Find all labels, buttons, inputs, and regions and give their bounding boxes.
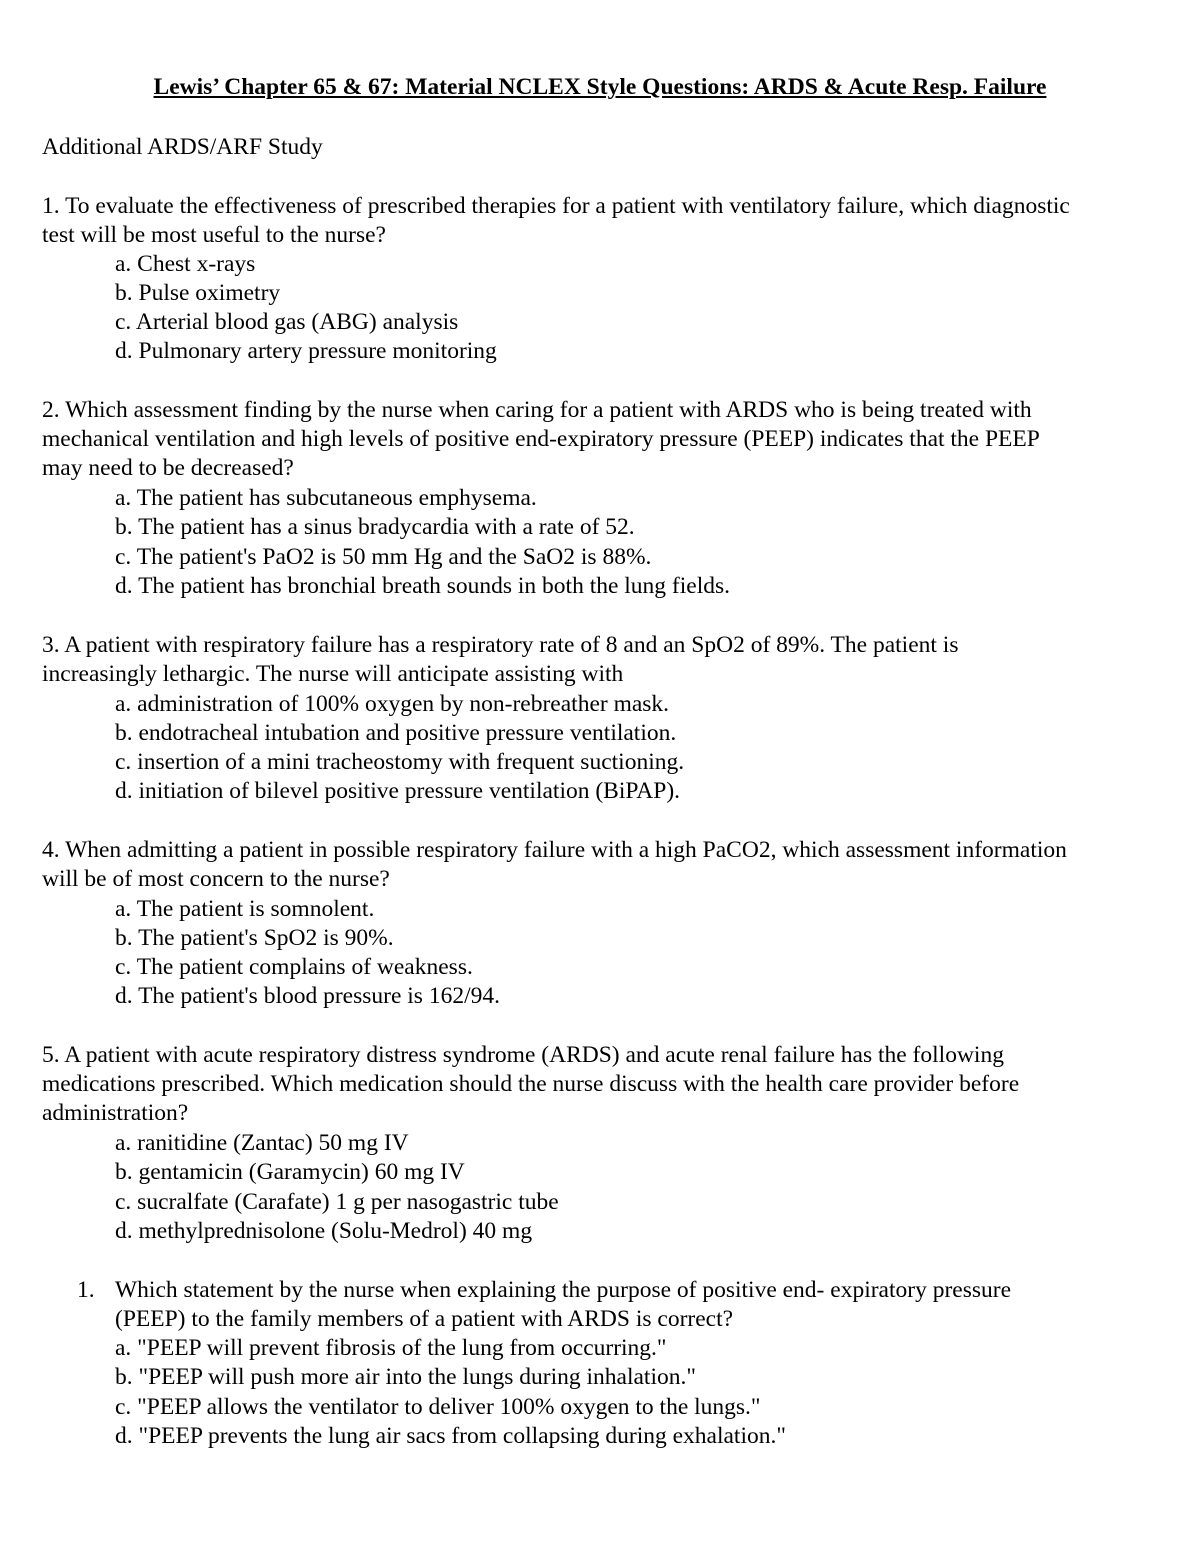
question-stem-line: 4. When admitting a patient in possible respiratory failure with a high PaCO2, which assessment information xyxy=(42,837,1067,863)
answer-option: b. gentamicin (Garamycin) 60 mg IV xyxy=(115,1159,465,1185)
question-stem-line: medications prescribed. Which medication should the nurse discuss with the health care provider before xyxy=(42,1071,1020,1097)
answer-option: d. initiation of bilevel positive pressure ventilation (BiPAP). xyxy=(115,778,681,804)
answer-option: a. "PEEP will prevent fibrosis of the lung from occurring." xyxy=(115,1335,667,1361)
document-subtitle: Additional ARDS/ARF Study xyxy=(42,134,323,160)
answer-option: c. "PEEP allows the ventilator to deliver 100% oxygen to the lungs." xyxy=(115,1394,761,1420)
answer-option: c. The patient's PaO2 is 50 mm Hg and the SaO2 is 88%. xyxy=(115,544,652,570)
question-stem-line: will be of most concern to the nurse? xyxy=(42,866,390,892)
answer-option: a. The patient is somnolent. xyxy=(115,896,375,922)
answer-option: d. "PEEP prevents the lung air sacs from collapsing during exhalation." xyxy=(115,1423,786,1449)
answer-option: b. endotracheal intubation and positive pressure ventilation. xyxy=(115,720,677,746)
question-stem-line: 2. Which assessment finding by the nurse when caring for a patient with ARDS who is being treated with xyxy=(42,397,1032,423)
answer-option: b. The patient's SpO2 is 90%. xyxy=(115,925,394,951)
question-stem-line: (PEEP) to the family members of a patient with ARDS is correct? xyxy=(115,1306,734,1332)
question-stem-line: 3. A patient with respiratory failure has a respiratory rate of 8 and an SpO2 of 89%. The patient is xyxy=(42,632,959,658)
answer-option: d. The patient's blood pressure is 162/94. xyxy=(115,983,500,1009)
answer-option: b. "PEEP will push more air into the lungs during inhalation." xyxy=(115,1364,696,1390)
answer-option: c. Arterial blood gas (ABG) analysis xyxy=(115,309,459,335)
answer-option: b. Pulse oximetry xyxy=(115,280,281,306)
document-title: Lewis’ Chapter 65 & 67: Material NCLEX Style Questions: ARDS & Acute Resp. Failure xyxy=(153,74,1047,100)
question-stem-line: may need to be decreased? xyxy=(42,455,294,481)
answer-option: d. Pulmonary artery pressure monitoring xyxy=(115,338,497,364)
answer-option: d. The patient has bronchial breath sounds in both the lung fields. xyxy=(115,573,731,599)
answer-option: d. methylprednisolone (Solu-Medrol) 40 mg xyxy=(115,1218,533,1244)
question-stem-line: test will be most useful to the nurse? xyxy=(42,222,386,248)
question-stem-line: increasingly lethargic. The nurse will anticipate assisting with xyxy=(42,661,624,687)
list-number: 1. xyxy=(77,1277,95,1303)
answer-option: a. administration of 100% oxygen by non-rebreather mask. xyxy=(115,691,670,717)
question-stem-line: mechanical ventilation and high levels of positive end-expiratory pressure (PEEP) indicates that the PEEP xyxy=(42,426,1040,452)
answer-option: b. The patient has a sinus bradycardia with a rate of 52. xyxy=(115,514,635,540)
question-stem-line: Which statement by the nurse when explaining the purpose of positive end- expiratory pressure xyxy=(115,1277,1012,1303)
answer-option: c. sucralfate (Carafate) 1 g per nasogastric tube xyxy=(115,1189,559,1215)
answer-option: c. insertion of a mini tracheostomy with frequent suctioning. xyxy=(115,749,685,775)
question-stem-line: 1. To evaluate the effectiveness of prescribed therapies for a patient with ventilatory failure, which diagnostic xyxy=(42,193,1070,219)
answer-option: a. Chest x-rays xyxy=(115,251,256,277)
answer-option: a. ranitidine (Zantac) 50 mg IV xyxy=(115,1130,409,1156)
question-stem-line: administration? xyxy=(42,1100,189,1126)
question-stem-line: 5. A patient with acute respiratory distress syndrome (ARDS) and acute renal failure has the following xyxy=(42,1042,1004,1068)
answer-option: c. The patient complains of weakness. xyxy=(115,954,473,980)
answer-option: a. The patient has subcutaneous emphysema. xyxy=(115,485,537,511)
